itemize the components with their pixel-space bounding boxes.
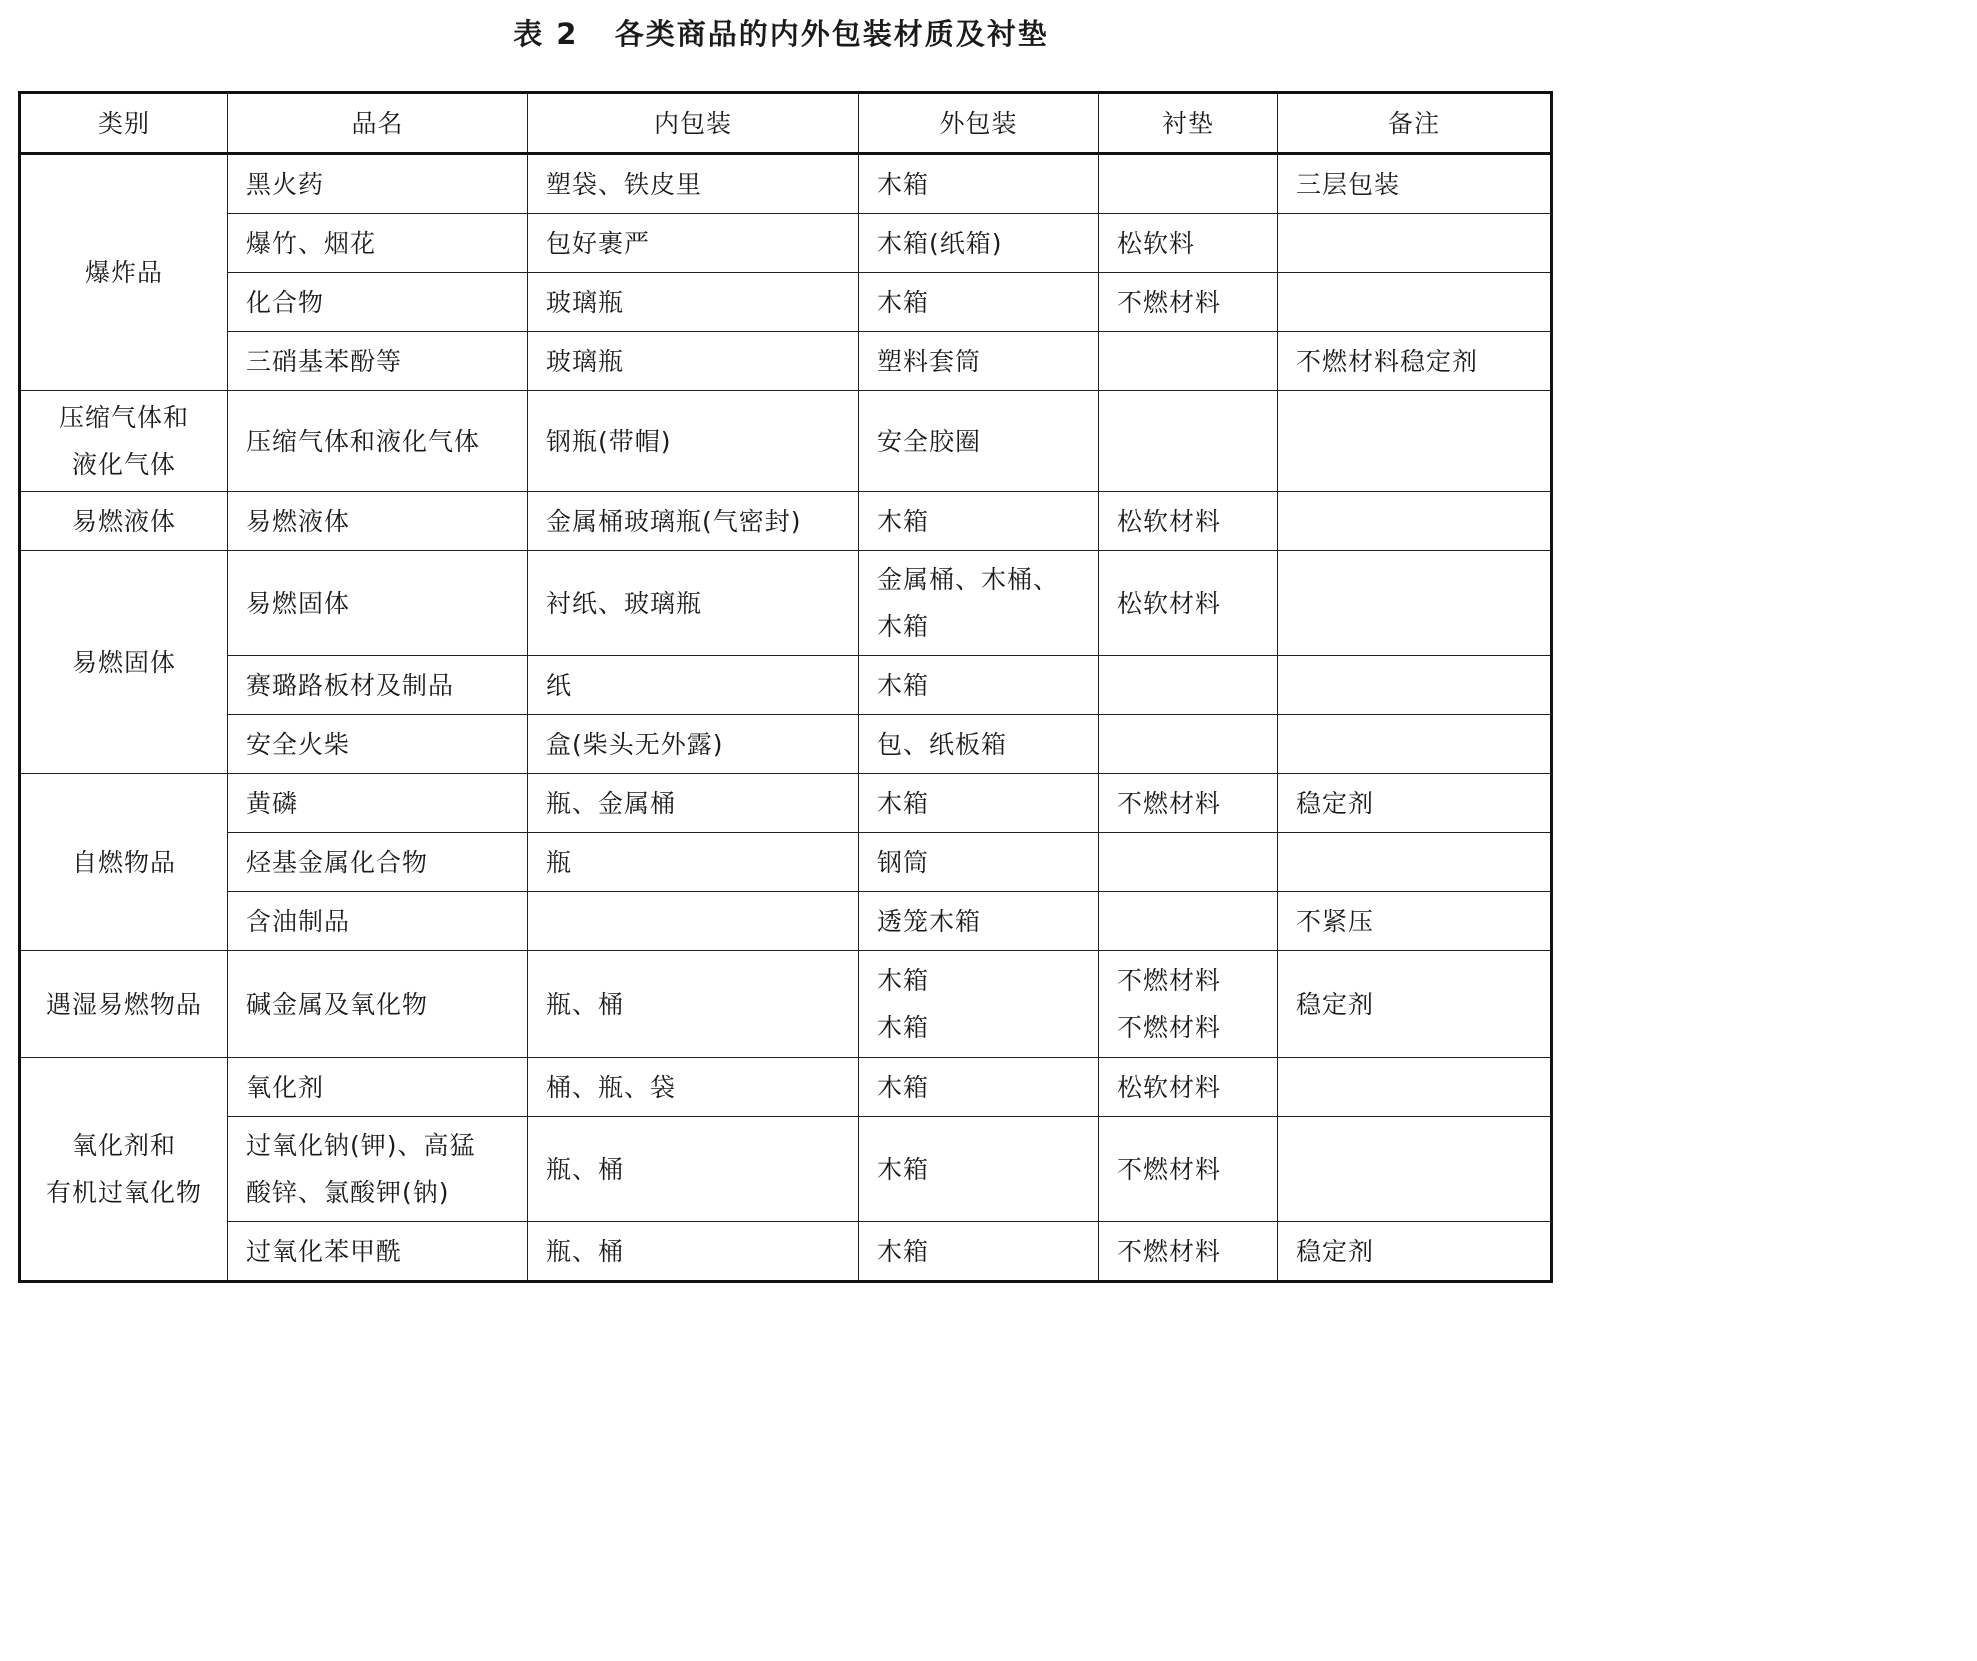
table-row <box>20 774 1552 833</box>
inner-cell: 玻璃瓶 <box>528 332 859 391</box>
inner-cell: 包好裹严 <box>528 214 859 273</box>
outer-cell: 木箱 <box>859 154 1099 214</box>
table-row <box>20 391 1552 492</box>
table-row <box>20 892 1552 951</box>
name-cell: 含油制品 <box>228 892 528 951</box>
remark-cell: 稳定剂 <box>1278 774 1552 833</box>
lining-cell <box>1099 656 1278 715</box>
lining-cell: 不燃材料 <box>1099 273 1278 332</box>
inner-cell: 塑袋、铁皮里 <box>528 154 859 214</box>
inner-cell: 钢瓶(带帽) <box>528 391 859 492</box>
table-row <box>20 833 1552 892</box>
inner-cell: 瓶、桶 <box>528 1117 859 1222</box>
inner-cell: 桶、瓶、袋 <box>528 1058 859 1117</box>
header-row <box>20 93 1552 154</box>
outer-cell: 包、纸板箱 <box>859 715 1099 774</box>
inner-cell: 玻璃瓶 <box>528 273 859 332</box>
category-cell: 遇湿易燃物品 <box>20 951 228 1058</box>
lining-cell <box>1099 715 1278 774</box>
remark-cell <box>1278 214 1552 273</box>
table-row <box>20 214 1552 273</box>
outer-cell: 金属桶、木桶、 木箱 <box>859 551 1099 656</box>
outer-cell: 钢筒 <box>859 833 1099 892</box>
name-cell: 易燃液体 <box>228 492 528 551</box>
outer-cell: 木箱 <box>859 492 1099 551</box>
header-lining: 衬垫 <box>1099 93 1278 154</box>
table-row <box>20 951 1552 1058</box>
header-outer-packaging: 外包装 <box>859 93 1099 154</box>
lining-cell: 松软材料 <box>1099 1058 1278 1117</box>
name-cell: 过氧化钠(钾)、高猛 酸锌、氯酸钾(钠) <box>228 1117 528 1222</box>
remark-cell <box>1278 715 1552 774</box>
name-cell: 易燃固体 <box>228 551 528 656</box>
outer-cell: 木箱 <box>859 774 1099 833</box>
inner-cell <box>528 892 859 951</box>
remark-cell <box>1278 1117 1552 1222</box>
name-cell: 过氧化苯甲酰 <box>228 1222 528 1282</box>
category-cell: 易燃液体 <box>20 492 228 551</box>
lining-cell: 不燃材料 <box>1099 774 1278 833</box>
name-cell: 压缩气体和液化气体 <box>228 391 528 492</box>
remark-cell: 三层包装 <box>1278 154 1552 214</box>
table-row <box>20 715 1552 774</box>
inner-cell: 金属桶玻璃瓶(气密封) <box>528 492 859 551</box>
name-cell: 碱金属及氧化物 <box>228 951 528 1058</box>
inner-cell: 盒(柴头无外露) <box>528 715 859 774</box>
remark-cell <box>1278 273 1552 332</box>
outer-cell: 木箱 <box>859 273 1099 332</box>
outer-cell: 透笼木箱 <box>859 892 1099 951</box>
remark-cell <box>1278 833 1552 892</box>
lining-cell: 松软材料 <box>1099 551 1278 656</box>
remark-cell <box>1278 391 1552 492</box>
table-title: 表 2 各类商品的内外包装材质及衬垫 <box>513 17 1049 51</box>
remark-cell <box>1278 492 1552 551</box>
name-cell: 三硝基苯酚等 <box>228 332 528 391</box>
remark-cell: 不燃材料稳定剂 <box>1278 332 1552 391</box>
outer-cell: 木箱 <box>859 656 1099 715</box>
name-cell: 爆竹、烟花 <box>228 214 528 273</box>
table-row <box>20 1222 1552 1282</box>
inner-cell: 衬纸、玻璃瓶 <box>528 551 859 656</box>
outer-cell: 木箱 <box>859 1117 1099 1222</box>
lining-cell: 不燃材料 <box>1099 1222 1278 1282</box>
name-cell: 黄磷 <box>228 774 528 833</box>
outer-cell: 木箱 木箱 <box>859 951 1099 1058</box>
remark-cell <box>1278 656 1552 715</box>
lining-cell <box>1099 391 1278 492</box>
category-cell: 压缩气体和 液化气体 <box>20 391 228 492</box>
remark-cell <box>1278 551 1552 656</box>
name-cell: 赛璐路板材及制品 <box>228 656 528 715</box>
lining-cell: 松软材料 <box>1099 492 1278 551</box>
remark-cell: 稳定剂 <box>1278 951 1552 1058</box>
table-row <box>20 332 1552 391</box>
remark-cell: 不紧压 <box>1278 892 1552 951</box>
name-cell: 安全火柴 <box>228 715 528 774</box>
outer-cell: 木箱(纸箱) <box>859 214 1099 273</box>
outer-cell: 安全胶圈 <box>859 391 1099 492</box>
header-name: 品名 <box>228 93 528 154</box>
table-row <box>20 273 1552 332</box>
lining-cell <box>1099 332 1278 391</box>
category-cell: 爆炸品 <box>20 154 228 391</box>
table-row <box>20 154 1552 214</box>
lining-cell <box>1099 892 1278 951</box>
remark-cell: 稳定剂 <box>1278 1222 1552 1282</box>
name-cell: 黑火药 <box>228 154 528 214</box>
lining-cell: 不燃材料 <box>1099 1117 1278 1222</box>
category-cell: 氧化剂和 有机过氧化物 <box>20 1058 228 1282</box>
table-row <box>20 492 1552 551</box>
inner-cell: 瓶 <box>528 833 859 892</box>
remark-cell <box>1278 1058 1552 1117</box>
header-category: 类别 <box>20 93 228 154</box>
lining-cell: 不燃材料 不燃材料 <box>1099 951 1278 1058</box>
name-cell: 烃基金属化合物 <box>228 833 528 892</box>
category-cell: 自燃物品 <box>20 774 228 951</box>
name-cell: 氧化剂 <box>228 1058 528 1117</box>
inner-cell: 瓶、桶 <box>528 1222 859 1282</box>
packaging-table <box>18 91 1553 1283</box>
outer-cell: 塑料套筒 <box>859 332 1099 391</box>
table-row <box>20 656 1552 715</box>
table-row <box>20 1117 1552 1222</box>
lining-cell <box>1099 154 1278 214</box>
outer-cell: 木箱 <box>859 1222 1099 1282</box>
header-remark: 备注 <box>1278 93 1552 154</box>
lining-cell <box>1099 833 1278 892</box>
table-row <box>20 1058 1552 1117</box>
table-row <box>20 551 1552 656</box>
header-inner-packaging: 内包装 <box>528 93 859 154</box>
category-cell: 易燃固体 <box>20 551 228 774</box>
inner-cell: 纸 <box>528 656 859 715</box>
lining-cell: 松软料 <box>1099 214 1278 273</box>
inner-cell: 瓶、金属桶 <box>528 774 859 833</box>
outer-cell: 木箱 <box>859 1058 1099 1117</box>
name-cell: 化合物 <box>228 273 528 332</box>
inner-cell: 瓶、桶 <box>528 951 859 1058</box>
